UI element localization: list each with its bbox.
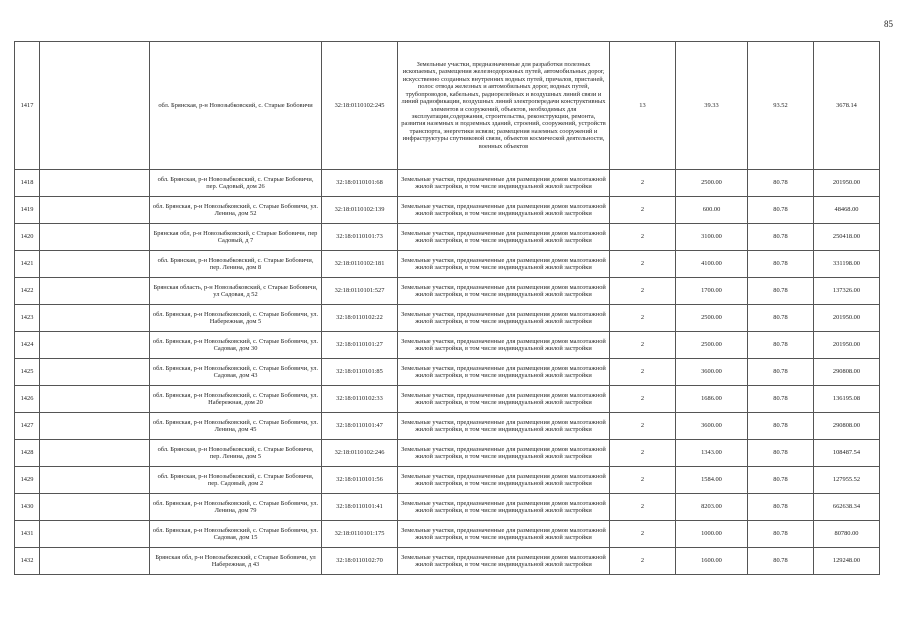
table-row — [15, 170, 880, 197]
group-cell: 2 — [610, 386, 676, 413]
cadastral-value-cell: 290808.00 — [814, 413, 880, 440]
row-number: 1422 — [15, 278, 40, 305]
table-row — [15, 494, 880, 521]
group-cell: 2 — [610, 305, 676, 332]
area-cell: 1600.00 — [676, 548, 748, 575]
address-cell: обл. Брянская, р-н Новозыбковский, с. Старые Бобовичи — [150, 42, 322, 170]
address-cell: обл. Брянская, р-н Новозыбковский, с. Старые Бобовичи, пер. Ленина, дом 8 — [150, 251, 322, 278]
rate-cell: 80.78 — [748, 305, 814, 332]
rate-cell: 80.78 — [748, 278, 814, 305]
group-cell: 2 — [610, 440, 676, 467]
rate-cell: 80.78 — [748, 359, 814, 386]
address-cell: обл. Брянская, р-н Новозыбковский, с. Старые Бобовичи, ул. Набережная, дом 20 — [150, 386, 322, 413]
cadastral-value-cell: 201950.00 — [814, 305, 880, 332]
row-number: 1431 — [15, 521, 40, 548]
land-purpose-cell: Земельные участки, предназначенные для размещения домов малоэтажной жилой застройки, в том числе индивидуальной жилой застройки — [398, 359, 610, 386]
land-purpose-cell: Земельные участки, предназначенные для размещения домов малоэтажной жилой застройки, в том числе индивидуальной жилой застройки — [398, 494, 610, 521]
cadastral-number-cell: 32:18:0110102:70 — [322, 548, 398, 575]
blank-cell — [40, 278, 150, 305]
blank-cell — [40, 521, 150, 548]
area-cell: 1584.00 — [676, 467, 748, 494]
land-purpose-cell: Земельные участки, предназначенные для размещения домов малоэтажной жилой застройки, в том числе индивидуальной жилой застройки — [398, 170, 610, 197]
cadastral-number-cell: 32:18:0110102:33 — [322, 386, 398, 413]
row-number: 1421 — [15, 251, 40, 278]
address-cell: Брянская область, р-н Новозыбковский, с Старые Бобовичи, ул Садовая, д 52 — [150, 278, 322, 305]
table-row — [15, 251, 880, 278]
table-row — [15, 224, 880, 251]
cadastral-value-cell: 127955.52 — [814, 467, 880, 494]
cadastral-number-cell: 32:18:0110101:85 — [322, 359, 398, 386]
blank-cell — [40, 42, 150, 170]
page-number: 85 — [884, 19, 893, 29]
cadastral-value-cell: 48468.00 — [814, 197, 880, 224]
row-number: 1418 — [15, 170, 40, 197]
land-purpose-cell: Земельные участки, предназначенные для размещения домов малоэтажной жилой застройки, в том числе индивидуальной жилой застройки — [398, 386, 610, 413]
area-cell: 8203.00 — [676, 494, 748, 521]
row-number: 1430 — [15, 494, 40, 521]
table-row — [15, 467, 880, 494]
cadastral-number-cell: 32:18:0110101:68 — [322, 170, 398, 197]
address-cell: обл. Брянская, р-н Новозыбковский, с. Старые Бобовичи, пер. Садовый, дом 26 — [150, 170, 322, 197]
land-purpose-cell: Земельные участки, предназначенные для разработки полезных ископаемых, размещения железнодорожных путей, автомобильных дорог, искусственно созданных внутренних водных путей, причалов, пристаней, полос отвода железных и автомобильных дорог, водных путей, трубопроводов, кабельных, радиорелейных и воздушных линий связи и линий радиофикации, воздушных линий электропередачи конструктивных элементов и сооружений, объектов, необходимых для эксплуатации,содержания, строительства, реконструкции, ремонта, развития наземных и подземных зданий, строений, сооружений, устройств транспорта, энергетики исвязи; размещения наземных сооружений и инфраструктуры спутниковой связи, объектов космической деятельности, военных объектов — [398, 42, 610, 170]
cadastral-value-cell: 290808.00 — [814, 359, 880, 386]
row-number: 1419 — [15, 197, 40, 224]
table-row — [15, 197, 880, 224]
area-cell: 2500.00 — [676, 305, 748, 332]
cadastral-number-cell: 32:18:0110101:56 — [322, 467, 398, 494]
group-cell: 2 — [610, 548, 676, 575]
rate-cell: 80.78 — [748, 521, 814, 548]
table-row — [15, 359, 880, 386]
area-cell: 3100.00 — [676, 224, 748, 251]
group-cell: 2 — [610, 170, 676, 197]
land-purpose-cell: Земельные участки, предназначенные для размещения домов малоэтажной жилой застройки, в том числе индивидуальной жилой застройки — [398, 197, 610, 224]
row-number: 1423 — [15, 305, 40, 332]
land-purpose-cell: Земельные участки, предназначенные для размещения домов малоэтажной жилой застройки, в том числе индивидуальной жилой застройки — [398, 467, 610, 494]
row-number: 1427 — [15, 413, 40, 440]
cadastral-number-cell: 32:18:0110102:246 — [322, 440, 398, 467]
cadastral-number-cell: 32:18:0110101:27 — [322, 332, 398, 359]
land-purpose-cell: Земельные участки, предназначенные для размещения домов малоэтажной жилой застройки, в том числе индивидуальной жилой застройки — [398, 305, 610, 332]
cadastral-value-cell: 3678.14 — [814, 42, 880, 170]
blank-cell — [40, 197, 150, 224]
blank-cell — [40, 305, 150, 332]
cadastral-value-cell: 108487.54 — [814, 440, 880, 467]
blank-cell — [40, 251, 150, 278]
cadastral-value-cell: 137326.00 — [814, 278, 880, 305]
cadastral-value-cell: 331198.00 — [814, 251, 880, 278]
group-cell: 2 — [610, 251, 676, 278]
area-cell: 2500.00 — [676, 332, 748, 359]
table-row — [15, 305, 880, 332]
address-cell: обл. Брянская, р-н Новозыбковский, с. Старые Бобовичи, ул. Ленина, дом 79 — [150, 494, 322, 521]
rate-cell: 80.78 — [748, 413, 814, 440]
land-purpose-cell: Земельные участки, предназначенные для размещения домов малоэтажной жилой застройки, в том числе индивидуальной жилой застройки — [398, 332, 610, 359]
blank-cell — [40, 440, 150, 467]
group-cell: 2 — [610, 467, 676, 494]
row-number: 1425 — [15, 359, 40, 386]
address-cell: обл. Брянская, р-н Новозыбковский, с. Старые Бобовичи, ул. Ленина, дом 45 — [150, 413, 322, 440]
area-cell: 39.33 — [676, 42, 748, 170]
land-purpose-cell: Земельные участки, предназначенные для размещения домов малоэтажной жилой застройки, в том числе индивидуальной жилой застройки — [398, 251, 610, 278]
cadastral-number-cell: 32:18:0110102:245 — [322, 42, 398, 170]
area-cell: 2500.00 — [676, 170, 748, 197]
blank-cell — [40, 413, 150, 440]
land-purpose-cell: Земельные участки, предназначенные для размещения домов малоэтажной жилой застройки, в том числе индивидуальной жилой застройки — [398, 548, 610, 575]
cadastral-number-cell: 32:18:0110101:527 — [322, 278, 398, 305]
group-cell: 13 — [610, 42, 676, 170]
row-number: 1424 — [15, 332, 40, 359]
table-row — [15, 386, 880, 413]
land-purpose-cell: Земельные участки, предназначенные для размещения домов малоэтажной жилой застройки, в том числе индивидуальной жилой застройки — [398, 413, 610, 440]
cadastral-value-cell: 136195.08 — [814, 386, 880, 413]
row-number: 1417 — [15, 42, 40, 170]
area-cell: 3600.00 — [676, 413, 748, 440]
row-number: 1432 — [15, 548, 40, 575]
table-row — [15, 440, 880, 467]
table-row — [15, 332, 880, 359]
rate-cell: 80.78 — [748, 170, 814, 197]
area-cell: 1686.00 — [676, 386, 748, 413]
land-purpose-cell: Земельные участки, предназначенные для размещения домов малоэтажной жилой застройки, в том числе индивидуальной жилой застройки — [398, 521, 610, 548]
row-number: 1429 — [15, 467, 40, 494]
cadastral-number-cell: 32:18:0110102:22 — [322, 305, 398, 332]
address-cell: обл. Брянская, р-н Новозыбковский, с. Старые Бобовичи, ул. Садовая, дом 15 — [150, 521, 322, 548]
blank-cell — [40, 548, 150, 575]
rate-cell: 80.78 — [748, 494, 814, 521]
group-cell: 2 — [610, 359, 676, 386]
rate-cell: 80.78 — [748, 224, 814, 251]
rate-cell: 80.78 — [748, 332, 814, 359]
blank-cell — [40, 170, 150, 197]
group-cell: 2 — [610, 521, 676, 548]
address-cell: обл. Брянская, р-н Новозыбковский, с. Старые Бобовичи, ул. Ленина, дом 52 — [150, 197, 322, 224]
blank-cell — [40, 494, 150, 521]
row-number: 1428 — [15, 440, 40, 467]
rate-cell: 80.78 — [748, 386, 814, 413]
group-cell: 2 — [610, 224, 676, 251]
address-cell: обл. Брянская, р-н Новозыбковский, с. Старые Бобовичи, ул. Садовая, дом 30 — [150, 332, 322, 359]
address-cell: обл. Брянская, р-н Новозыбковский, с. Старые Бобовичи, пер. Ленина, дом 5 — [150, 440, 322, 467]
cadastral-value-cell: 201950.00 — [814, 332, 880, 359]
row-number: 1426 — [15, 386, 40, 413]
rate-cell: 80.78 — [748, 197, 814, 224]
cadastral-number-cell: 32:18:0110101:41 — [322, 494, 398, 521]
address-cell: обл. Брянская, р-н Новозыбковский, с. Старые Бобовичи, пер. Садовый, дом 2 — [150, 467, 322, 494]
rate-cell: 80.78 — [748, 251, 814, 278]
address-cell: обл. Брянская, р-н Новозыбковский, с. Старые Бобовичи, ул. Садовая, дом 43 — [150, 359, 322, 386]
address-cell: Брянская обл, р-н Новозыбковский, с Старые Бобовичи, пер Садовый, д 7 — [150, 224, 322, 251]
area-cell: 1000.00 — [676, 521, 748, 548]
cadastral-number-cell: 32:18:0110102:181 — [322, 251, 398, 278]
area-cell: 600.00 — [676, 197, 748, 224]
group-cell: 2 — [610, 332, 676, 359]
address-cell: обл. Брянская, р-н Новозыбковский, с. Старые Бобовичи, ул. Набережная, дом 5 — [150, 305, 322, 332]
cadastral-value-cell: 201950.00 — [814, 170, 880, 197]
table-row — [15, 548, 880, 575]
group-cell: 2 — [610, 197, 676, 224]
cadastral-number-cell: 32:18:0110101:47 — [322, 413, 398, 440]
blank-cell — [40, 224, 150, 251]
group-cell: 2 — [610, 494, 676, 521]
land-purpose-cell: Земельные участки, предназначенные для размещения домов малоэтажной жилой застройки, в том числе индивидуальной жилой застройки — [398, 224, 610, 251]
cadastral-value-cell: 129248.00 — [814, 548, 880, 575]
table-row — [15, 278, 880, 305]
rate-cell: 80.78 — [748, 440, 814, 467]
cadastral-value-table — [14, 41, 880, 575]
land-purpose-cell: Земельные участки, предназначенные для размещения домов малоэтажной жилой застройки, в том числе индивидуальной жилой застройки — [398, 440, 610, 467]
cadastral-number-cell: 32:18:0110101:73 — [322, 224, 398, 251]
table-row — [15, 521, 880, 548]
area-cell: 1343.00 — [676, 440, 748, 467]
cadastral-value-cell: 80780.00 — [814, 521, 880, 548]
rate-cell: 80.78 — [748, 548, 814, 575]
area-cell: 4100.00 — [676, 251, 748, 278]
area-cell: 3600.00 — [676, 359, 748, 386]
blank-cell — [40, 332, 150, 359]
cadastral-value-cell: 662638.34 — [814, 494, 880, 521]
table-row — [15, 42, 880, 170]
address-cell: Брянская обл, р-н Новозыбковский, с Старые Бобовичи, ул Набережная, д 43 — [150, 548, 322, 575]
cadastral-number-cell: 32:18:0110101:175 — [322, 521, 398, 548]
cadastral-number-cell: 32:18:0110102:139 — [322, 197, 398, 224]
rate-cell: 93.52 — [748, 42, 814, 170]
blank-cell — [40, 359, 150, 386]
area-cell: 1700.00 — [676, 278, 748, 305]
blank-cell — [40, 467, 150, 494]
group-cell: 2 — [610, 413, 676, 440]
cadastral-value-cell: 250418.00 — [814, 224, 880, 251]
row-number: 1420 — [15, 224, 40, 251]
table-row — [15, 413, 880, 440]
land-purpose-cell: Земельные участки, предназначенные для размещения домов малоэтажной жилой застройки, в том числе индивидуальной жилой застройки — [398, 278, 610, 305]
rate-cell: 80.78 — [748, 467, 814, 494]
blank-cell — [40, 386, 150, 413]
group-cell: 2 — [610, 278, 676, 305]
